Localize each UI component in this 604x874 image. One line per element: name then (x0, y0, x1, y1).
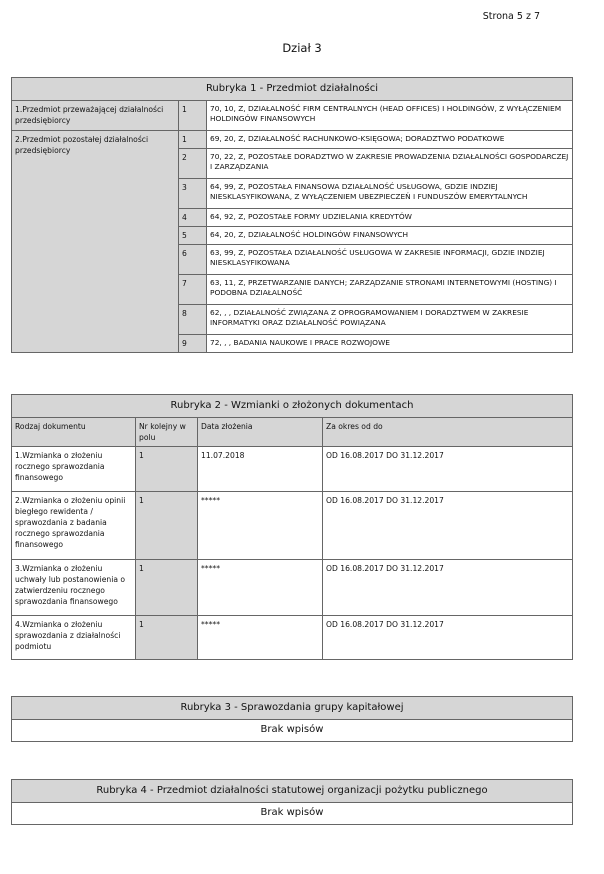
doc-nr: 1 (136, 559, 198, 615)
activity-value: 62, , , DZIAŁALNOŚĆ ZWIĄZANA Z OPROGRAMOWANIEM I DORADZTWEM W ZAKRESIE INFORMATYKI ORAZ DZIAŁALNOŚĆ POWIĄZANA (207, 304, 573, 334)
doc-period: OD 16.08.2017 DO 31.12.2017 (323, 446, 573, 491)
activity-num: 9 (179, 334, 207, 352)
doc-type: 1.Wzmianka o złożeniu rocznego sprawozdania finansowego (12, 446, 136, 491)
doc-type: 2.Wzmianka o złożeniu opinii biegłego rewidenta / sprawozdania z badania rocznego sprawozdania finansowego (12, 491, 136, 559)
activity-value: 70, 22, Z, POZOSTAŁE DORADZTWO W ZAKRESIE PROWADZENIA DZIAŁALNOŚCI GOSPODARCZEJ I ZARZĄDZANIA (207, 148, 573, 178)
activity-value: 64, 92, Z, POZOSTAŁE FORMY UDZIELANIA KREDYTÓW (207, 208, 573, 226)
header-date: Data złożenia (198, 417, 323, 446)
activity-num: 3 (179, 178, 207, 208)
rubryka-1-table (11, 77, 573, 353)
no-entries-text: Brak wpisów (12, 719, 573, 742)
doc-date: ***** (198, 615, 323, 659)
activity-num: 7 (179, 274, 207, 304)
activity-num: 4 (179, 208, 207, 226)
activity-value: 69, 20, Z, DZIAŁALNOŚĆ RACHUNKOWO-KSIĘGOWA; DORADZTWO PODATKOWE (207, 130, 573, 148)
other-activity-label: 2.Przedmiot pozostałej działalności przedsiębiorcy (12, 130, 179, 352)
doc-nr: 1 (136, 615, 198, 659)
rubryka-2-table (11, 394, 573, 660)
doc-type: 4.Wzmianka o złożeniu sprawozdania z działalności podmiotu (12, 615, 136, 659)
activity-num: 2 (179, 148, 207, 178)
main-activity-num: 1 (179, 100, 207, 130)
section-title: Dział 3 (282, 41, 322, 55)
page-number: Strona 5 z 7 (482, 11, 540, 22)
header-nr: Nr kolejny w polu (136, 417, 198, 446)
activity-num: 6 (179, 244, 207, 274)
rubryka-4-title: Rubryka 4 - Przedmiot działalności statutowej organizacji pożytku publicznego (12, 780, 573, 803)
activity-num: 8 (179, 304, 207, 334)
header-doc-type: Rodzaj dokumentu (12, 417, 136, 446)
rubryka-3-table (11, 696, 573, 742)
doc-period: OD 16.08.2017 DO 31.12.2017 (323, 491, 573, 559)
activity-value: 63, 11, Z, PRZETWARZANIE DANYCH; ZARZĄDZANIE STRONAMI INTERNETOWYMI (HOSTING) I PODOBNA DZIAŁALNOŚĆ (207, 274, 573, 304)
doc-nr: 1 (136, 491, 198, 559)
rubryka-3-title: Rubryka 3 - Sprawozdania grupy kapitałowej (12, 697, 573, 720)
main-activity-label: 1.Przedmiot przeważającej działalności przedsiębiorcy (12, 100, 179, 130)
activity-value: 72, , , BADANIA NAUKOWE I PRACE ROZWOJOWE (207, 334, 573, 352)
header-period: Za okres od do (323, 417, 573, 446)
doc-date: ***** (198, 559, 323, 615)
rubryka-1-title: Rubryka 1 - Przedmiot działalności (12, 78, 573, 101)
activity-value: 64, 20, Z, DZIAŁALNOŚĆ HOLDINGÓW FINANSOWYCH (207, 226, 573, 244)
doc-period: OD 16.08.2017 DO 31.12.2017 (323, 559, 573, 615)
rubryka-2-title: Rubryka 2 - Wzmianki o złożonych dokumentach (12, 395, 573, 418)
rubryka-4-table (11, 779, 573, 825)
activity-value: 64, 99, Z, POZOSTAŁA FINANSOWA DZIAŁALNOŚĆ USŁUGOWA, GDZIE INDZIEJ NIESKLASYFIKOWANA, Z WYŁĄCZENIEM UBEZPIECZEŃ I FUNDUSZÓW EMERYTALNYCH (207, 178, 573, 208)
activity-num: 1 (179, 130, 207, 148)
activity-num: 5 (179, 226, 207, 244)
no-entries-text: Brak wpisów (12, 802, 573, 825)
doc-nr: 1 (136, 446, 198, 491)
doc-date: ***** (198, 491, 323, 559)
doc-period: OD 16.08.2017 DO 31.12.2017 (323, 615, 573, 659)
doc-type: 3.Wzmianka o złożeniu uchwały lub postanowienia o zatwierdzeniu rocznego sprawozdania finansowego (12, 559, 136, 615)
activity-value: 63, 99, Z, POZOSTAŁA DZIAŁALNOŚĆ USŁUGOWA W ZAKRESIE INFORMACJI, GDZIE INDZIEJ NIESKLASYFIKOWANA (207, 244, 573, 274)
doc-date: 11.07.2018 (198, 446, 323, 491)
main-activity-value: 70, 10, Z, DZIAŁALNOŚĆ FIRM CENTRALNYCH (HEAD OFFICES) I HOLDINGÓW, Z WYŁĄCZENIEM HOLDINGÓW FINANSOWYCH (207, 100, 573, 130)
